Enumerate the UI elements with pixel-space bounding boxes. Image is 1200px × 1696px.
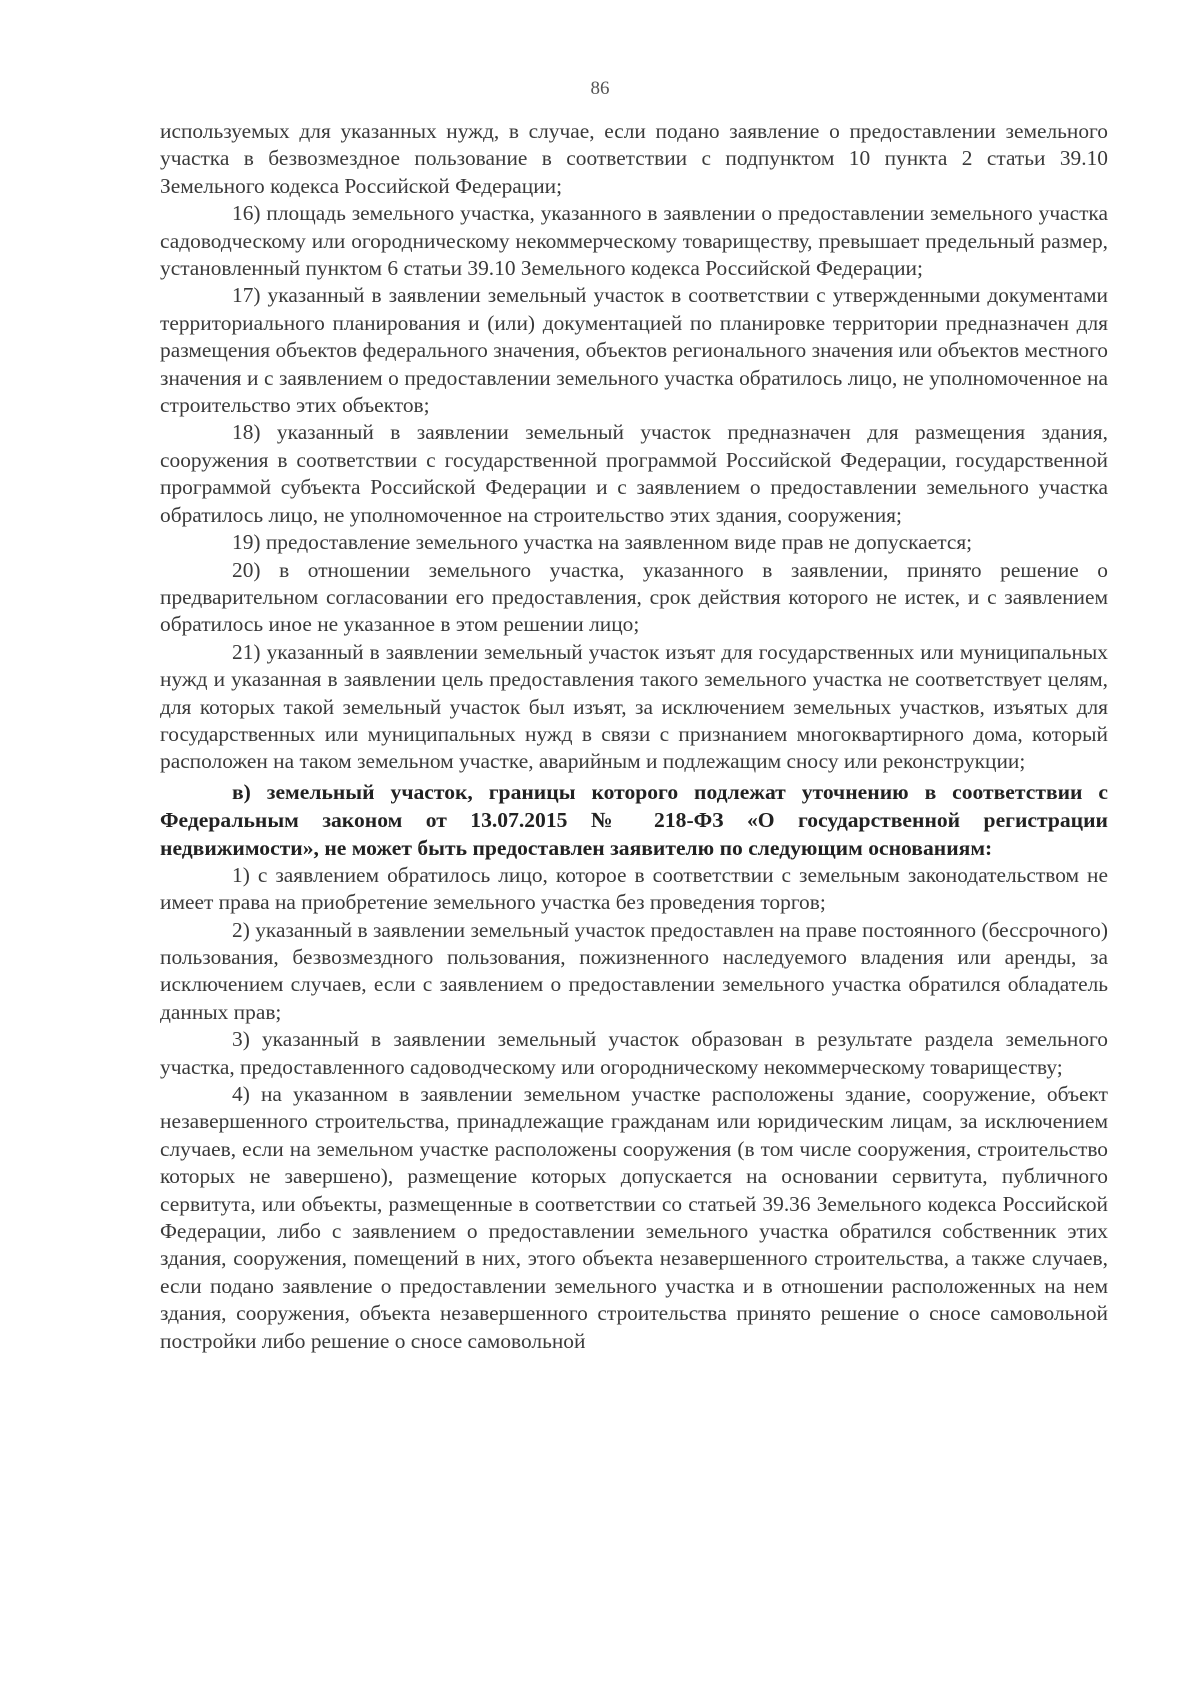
paragraph-item-3: 3) указанный в заявлении земельный участок образован в результате раздела земельного участка, предоставленного садоводческому или огородническому некоммерческому товариществу; — [160, 1027, 1108, 1079]
paragraph-item-4: 4) на указанном в заявлении земельном участке расположены здание, сооружение, объект незавершенного строительства, принадлежащие гражданам или юридическим лицам, за исключением случаев, если на земельном участке расположены сооружения (в том числе сооружения, строительство которых не завершено), размещение которых допускается на основании сервитута, публичного сервитута, или объекты, размещенные в соответствии со статьей 39.36 Земельного кодекса Российской Федерации, либо с заявлением о предоставлении земельного участка обратился собственник этих здания, сооружения, помещений в них, этого объекта незавершенного строительства, а также случаев, если подано заявление о предоставлении земельного участка и в отношении расположенных на нем здания, сооружения, объекта незавершенного строительства принято решение о сносе самовольной постройки либо решение о сносе самовольной — [160, 1082, 1108, 1353]
paragraph-item-18: 18) указанный в заявлении земельный участок предназначен для размещения здания, сооружения в соответствии с государственной программой Российской Федерации, государственной программой субъекта Российской Федерации и с заявлением о предоставлении земельного участка обратилось лицо, не уполномоченное на строительство этих здания, сооружения; — [160, 420, 1108, 527]
paragraph-item-1: 1) с заявлением обратилось лицо, которое в соответствии с земельным законодательством не имеет права на приобретение земельного участка без проведения торгов; — [160, 862, 1108, 915]
paragraph-item-2: 2) указанный в заявлении земельный участок предоставлен на праве постоянного (бессрочного) пользования, безвозмездного пользования, пожизненного наследуемого владения или аренды, за исключением случаев, если с заявлением о предоставлении земельного участка обратился обладатель данных прав; — [160, 917, 1108, 1024]
paragraph-item-19: 19) предоставление земельного участка на заявленном виде прав не допускается; — [232, 530, 973, 555]
document-body — [160, 118, 1108, 1355]
page-number: 86 — [590, 78, 610, 99]
paragraph-item-16: 16) площадь земельного участка, указанного в заявлении о предоставлении земельного участка садоводческому или огородническому некоммерческому товариществу, превышает предельный размер, установленный пунктом 6 статьи 39.10 Земельного кодекса Российской Федерации; — [160, 201, 1108, 281]
paragraph-continuation: используемых для указанных нужд, в случае, если подано заявление о предоставлении земельного участка в безвозмездное пользование в соответствии с подпунктом 10 пункта 2 статьи 39.10 Земельного кодекса Российской Федерации; — [160, 119, 1108, 198]
paragraph-item-20: 20) в отношении земельного участка, указанного в заявлении, принято решение о предварительном согласовании его предоставления, срок действия которого не истек, и с заявлением обратилось иное не указанное в этом решении лицо; — [160, 557, 1108, 637]
section-heading-v: в) земельный участок, границы которого подлежат уточнению в соответствии с Федеральным законом от 13.07.2015 № 218-ФЗ «О государственной регистрации недвижимости», не может быть предоставлен заявителю по следующим основаниям: — [160, 779, 1108, 860]
paragraph-item-17: 17) указанный в заявлении земельный участок в соответствии с утвержденными документами территориального планирования и (или) документацией по планировке территории предназначен для размещения объектов федерального значения, объектов регионального значения или объектов местного значения и с заявлением о предоставлении земельного участка обратилось лицо, не уполномоченное на строительство этих объектов; — [160, 283, 1108, 418]
paragraph-item-21: 21) указанный в заявлении земельный участок изъят для государственных или муниципальных нужд и указанная в заявлении цель предоставления такого земельного участка не соответствует целям, для которых такой земельный участок был изъят, за исключением земельных участков, изъятых для государственных или муниципальных нужд в связи с признанием многоквартирного дома, который расположен на таком земельном участке, аварийным и подлежащим сносу или реконструкции; — [160, 639, 1108, 774]
